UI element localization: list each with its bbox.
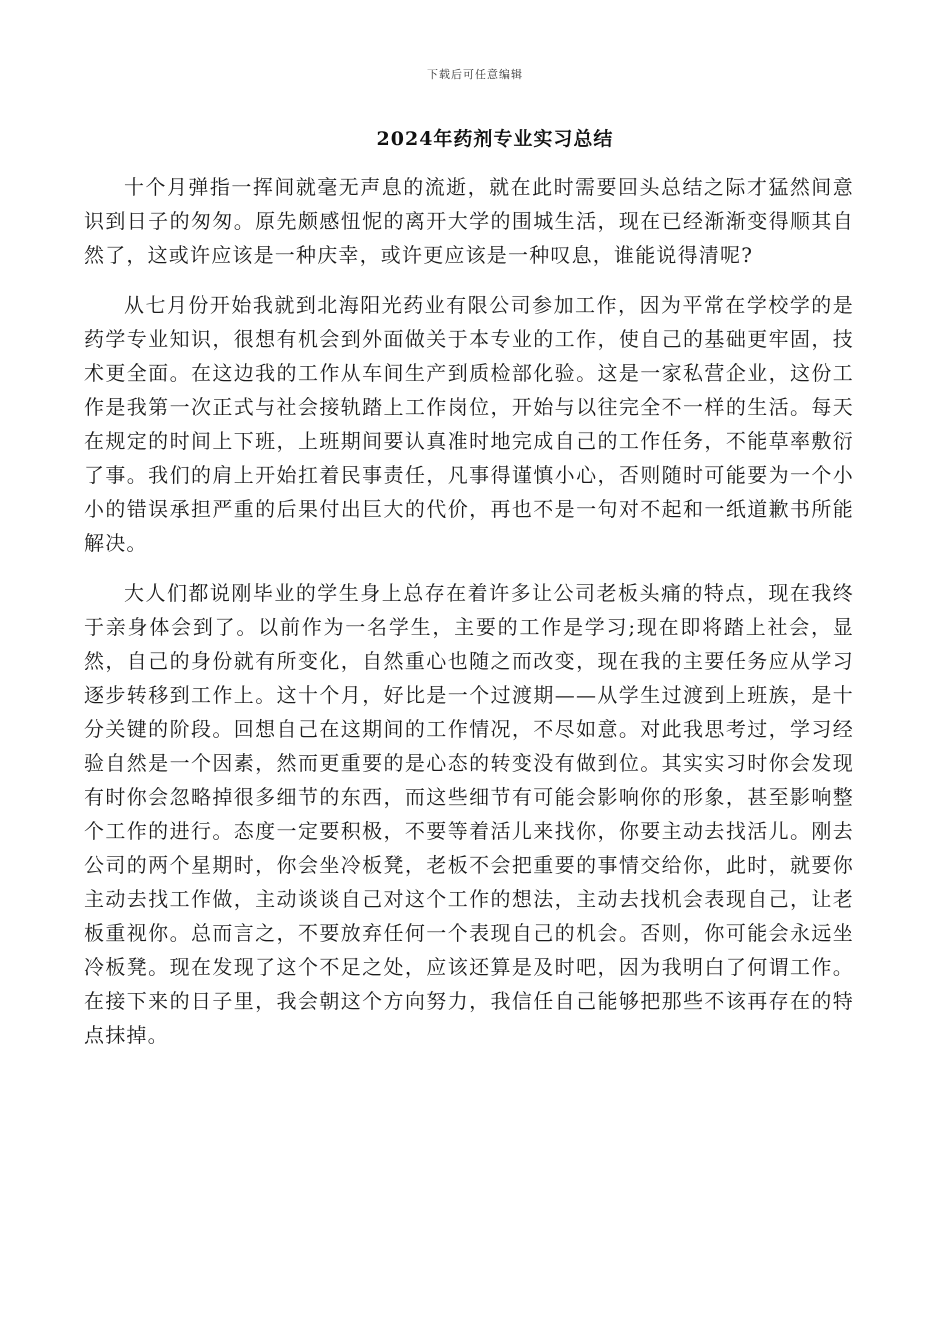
document-body (84, 170, 854, 1068)
paragraph-1: 十个月弹指一挥间就毫无声息的流逝，就在此时需要回头总结之际才猛然间意识到日子的匆匆。原先颇感忸怩的离开大学的围城生活，现在已经渐渐变得顺其自然了，这或许应该是一种庆幸，或许更应该是一种叹息，谁能说得清呢? (84, 175, 854, 267)
document-title: 2024年药剂专业实习总结 (376, 128, 614, 150)
paragraph-2: 从七月份开始我就到北海阳光药业有限公司参加工作，因为平常在学校学的是药学专业知识，很想有机会到外面做关于本专业的工作，使自己的基础更牢固，技术更全面。在这边我的工作从车间生产到质检部化验。这是一家私营企业，这份工作是我第一次正式与社会接轨踏上工作岗位，开始与以往完全不一样的生活。每天在规定的时间上下班，上班期间要认真准时地完成自己的工作任务，不能草率敷衍了事。我们的肩上开始扛着民事责任，凡事得谨慎小心，否则随时可能要为一个小小的错误承担严重的后果付出巨大的代价，再也不是一句对不起和一纸道歉书所能解决。 (84, 293, 854, 555)
header-note: 下载后可任意编辑 (427, 68, 523, 81)
paragraph-3: 大人们都说刚毕业的学生身上总存在着许多让公司老板头痛的特点，现在我终于亲身体会到了。以前作为一名学生，主要的工作是学习;现在即将踏上社会，显然，自己的身份就有所变化，自然重心也随之而改变，现在我的主要任务应从学习逐步转移到工作上。这十个月，好比是一个过渡期——从学生过渡到上班族，是十分关键的阶段。回想自己在这期间的工作情况，不尽如意。对此我思考过，学习经验自然是一个因素，然而更重要的是心态的转变没有做到位。其实实习时你会发现有时你会忽略掉很多细节的东西，而这些细节有可能会影响你的形象，甚至影响整个工作的进行。态度一定要积极，不要等着活儿来找你，你要主动去找活儿。刚去公司的两个星期时，你会坐冷板凳，老板不会把重要的事情交给你，此时，就要你主动去找工作做，主动谈谈自己对这个工作的想法，主动去找机会表现自己，让老板重视你。总而言之，不要放弃任何一个表现自己的机会。否则，你可能会永远坐冷板凳。现在发现了这个不足之处，应该还算是及时吧，因为我明白了何谓工作。在接下来的日子里，我会朝这个方向努力，我信任自己能够把那些不该再存在的特点抹掉。 (84, 581, 854, 1047)
